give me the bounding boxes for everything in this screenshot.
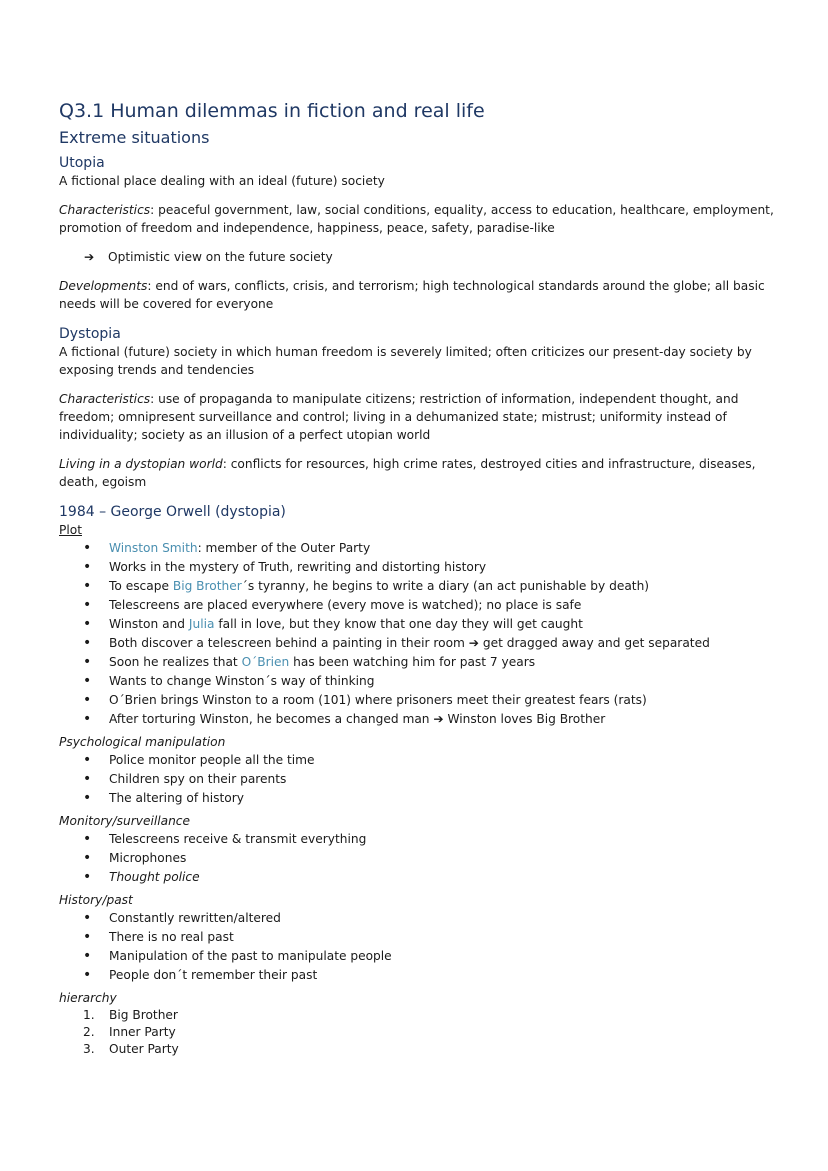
hierarchy-item bbox=[59, 1041, 789, 1058]
psych-item: • Children spy on their parents bbox=[59, 770, 789, 789]
monitor-label: Monitory/surveillance bbox=[59, 814, 190, 828]
plot-item-pre: Winston and bbox=[109, 617, 189, 631]
utopia-characteristics-text: : peaceful government, law, social conditions, equality, access to education, healthcare, employment, promotion of freedom and independence, happiness, peace, safety, paradise-like bbox=[59, 203, 774, 235]
plot-item-post: : member of the Outer Party bbox=[197, 541, 371, 555]
hierarchy-text: Big Brother bbox=[109, 1008, 178, 1022]
monitor-list bbox=[59, 830, 789, 887]
history-list bbox=[59, 909, 789, 985]
dystopia-characteristics-text: : use of propaganda to manipulate citizens; restriction of information, independent thought, and freedom; omnipresent surveillance and control; living in a dehumanized state; mistrust; uniformity instead of individuality; society as an illusion of a perfect utopian world bbox=[59, 392, 739, 442]
dystopia-characteristics-label: Characteristics bbox=[59, 392, 151, 406]
dystopia-living-text: : conflicts for resources, high crime rates, destroyed cities and infrastructure, diseases, death, egoism bbox=[59, 457, 756, 489]
plot-item-pre: O´Brien brings Winston to a room (101) where prisoners meet their greatest fears (rats) bbox=[109, 693, 647, 707]
plot-item-hl: O´Brien bbox=[241, 655, 290, 669]
utopia-arrow-line bbox=[84, 248, 789, 266]
plot-label: Plot bbox=[59, 523, 82, 537]
utopia-arrow-text: Optimistic view on the future society bbox=[108, 250, 333, 264]
psych-item: • The altering of history bbox=[59, 789, 789, 808]
document-content bbox=[59, 98, 789, 1058]
plot-item bbox=[59, 691, 789, 710]
hierarchy-text: Outer Party bbox=[109, 1042, 179, 1056]
hierarchy-item bbox=[59, 1024, 789, 1041]
utopia-heading: Utopia bbox=[59, 155, 105, 171]
plot-item bbox=[59, 577, 789, 596]
novel-heading: 1984 – George Orwell (dystopia) bbox=[59, 504, 286, 520]
utopia-characteristics bbox=[59, 201, 789, 237]
hierarchy-number: 1. bbox=[83, 1008, 95, 1022]
dystopia-characteristics bbox=[59, 390, 789, 444]
utopia-developments-label: Developments bbox=[59, 279, 148, 293]
psych-label: Psychological manipulation bbox=[59, 735, 226, 749]
page-title: Q3.1 Human dilemmas in fiction and real life bbox=[59, 100, 485, 122]
hierarchy-text: Inner Party bbox=[109, 1025, 176, 1039]
plot-item-hl: Julia bbox=[188, 617, 215, 631]
hierarchy-number: 3. bbox=[83, 1042, 95, 1056]
plot-item bbox=[59, 710, 789, 729]
psych-list bbox=[59, 751, 789, 808]
plot-item-pre: After torturing Winston, he becomes a changed man ➔ Winston loves Big Brother bbox=[109, 712, 606, 726]
hierarchy-list bbox=[59, 1007, 789, 1058]
utopia-definition: A fictional place dealing with an ideal (future) society bbox=[59, 174, 385, 188]
monitor-item: • Thought police bbox=[59, 868, 789, 887]
plot-item-pre: Works in the mystery of Truth, rewriting and distorting history bbox=[109, 560, 487, 574]
section-heading: Extreme situations bbox=[59, 128, 210, 147]
plot-item-post: fall in love, but they know that one day they will get caught bbox=[214, 617, 583, 631]
plot-item bbox=[59, 596, 789, 615]
plot-item bbox=[59, 634, 789, 653]
monitor-item: • Microphones bbox=[59, 849, 789, 868]
plot-item-hl: Winston Smith bbox=[109, 541, 198, 555]
plot-item-pre: To escape bbox=[109, 579, 173, 593]
history-item: • Constantly rewritten/altered bbox=[59, 909, 789, 928]
monitor-item: • Telescreens receive & transmit everything bbox=[59, 830, 789, 849]
dystopia-heading: Dystopia bbox=[59, 326, 121, 342]
utopia-characteristics-label: Characteristics bbox=[59, 203, 151, 217]
dystopia-living-label: Living in a dystopian world bbox=[59, 457, 223, 471]
arrow-right-icon: ➔ bbox=[84, 250, 95, 264]
plot-item bbox=[59, 615, 789, 634]
dystopia-definition: A fictional (future) society in which human freedom is severely limited; often criticizes our present-day society by exposing trends and tendencies bbox=[59, 345, 752, 377]
dystopia-living bbox=[59, 455, 789, 491]
plot-item bbox=[59, 672, 789, 691]
hierarchy-item bbox=[59, 1007, 789, 1024]
psych-item: • Police monitor people all the time bbox=[59, 751, 789, 770]
hierarchy-label: hierarchy bbox=[59, 991, 117, 1005]
plot-item bbox=[59, 558, 789, 577]
plot-item-post: ´s tyranny, he begins to write a diary (an act punishable by death) bbox=[241, 579, 650, 593]
plot-item-pre: Soon he realizes that bbox=[109, 655, 242, 669]
plot-item-pre: Telescreens are placed everywhere (every move is watched); no place is safe bbox=[109, 598, 582, 612]
plot-item-pre: Both discover a telescreen behind a painting in their room ➔ get dragged away and get separated bbox=[109, 636, 710, 650]
plot-list bbox=[59, 539, 789, 729]
history-item: • There is no real past bbox=[59, 928, 789, 947]
history-item: • Manipulation of the past to manipulate people bbox=[59, 947, 789, 966]
hierarchy-number: 2. bbox=[83, 1025, 95, 1039]
plot-item bbox=[59, 539, 789, 558]
history-item: • People don´t remember their past bbox=[59, 966, 789, 985]
plot-item bbox=[59, 653, 789, 672]
utopia-developments-text: : end of wars, conflicts, crisis, and terrorism; high technological standards around the globe; all basic needs will be covered for everyone bbox=[59, 279, 765, 311]
plot-item-pre: Wants to change Winston´s way of thinking bbox=[109, 674, 375, 688]
utopia-developments bbox=[59, 277, 789, 313]
plot-item-hl: Big Brother bbox=[172, 579, 242, 593]
plot-item-post: has been watching him for past 7 years bbox=[289, 655, 536, 669]
history-label: History/past bbox=[59, 893, 133, 907]
